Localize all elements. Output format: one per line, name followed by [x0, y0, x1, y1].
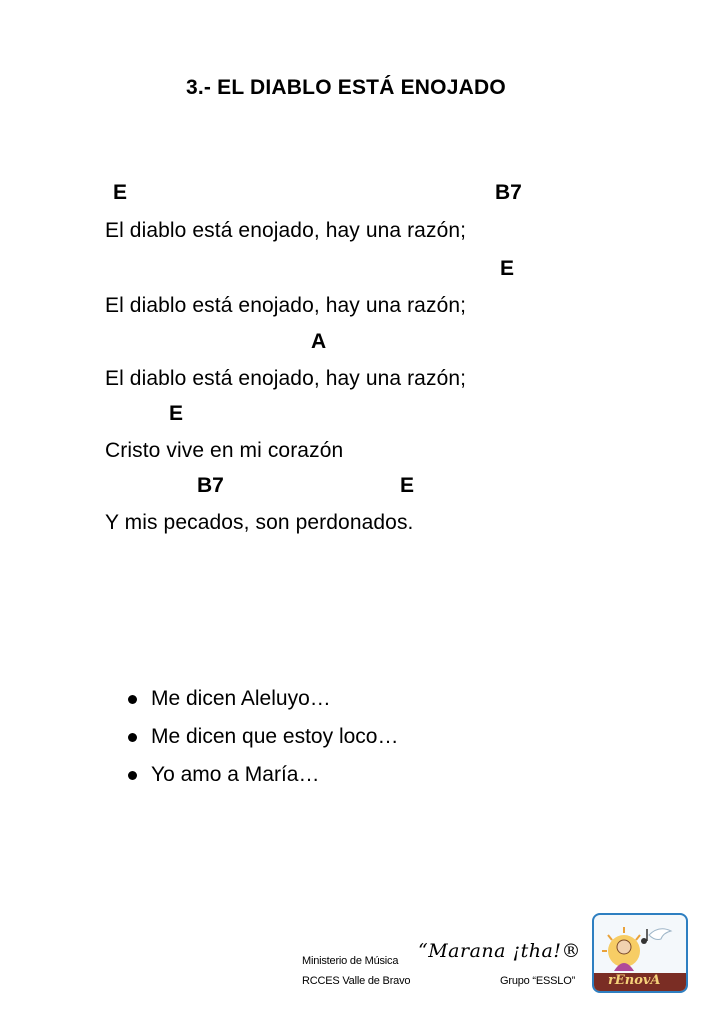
verse-text: Me dicen que estoy loco… [151, 725, 399, 748]
verse-list [125, 680, 398, 794]
logo-text: rEnovA [608, 973, 661, 988]
footer-ministry: Ministerio de Música [302, 955, 399, 967]
lyric-line: El diablo está enojado, hay una razón; [105, 294, 467, 317]
renova-logo [592, 913, 688, 993]
page-title: 3.- EL DIABLO ESTÁ ENOJADO [186, 76, 506, 99]
footer-location: RCCES Valle de Bravo [302, 975, 411, 987]
lyric-line: Y mis pecados, son perdonados. [105, 511, 414, 534]
bullet-icon [128, 771, 137, 780]
lyric-line: El diablo está enojado, hay una razón; [105, 219, 467, 242]
verse-text: Yo amo a María… [151, 763, 320, 786]
chord: E [113, 181, 128, 204]
list-item [125, 756, 398, 794]
chord: E [500, 257, 515, 280]
verse-text: Me dicen Aleluyo… [151, 687, 331, 710]
chord: B7 [495, 181, 522, 204]
bullet-icon [128, 733, 137, 742]
chord: B7 [197, 474, 224, 497]
chord: E [169, 402, 184, 425]
chord: E [400, 474, 415, 497]
list-item [125, 680, 398, 718]
chord: A [311, 330, 327, 353]
lyric-line: El diablo está enojado, hay una razón; [105, 367, 467, 390]
list-item [125, 718, 398, 756]
footer-script-name: “Marana ¡tha!® [418, 940, 581, 962]
footer-group: Grupo “ESSLO” [500, 975, 576, 987]
lyric-line: Cristo vive en mi corazón [105, 439, 344, 462]
bullet-icon [128, 695, 137, 704]
